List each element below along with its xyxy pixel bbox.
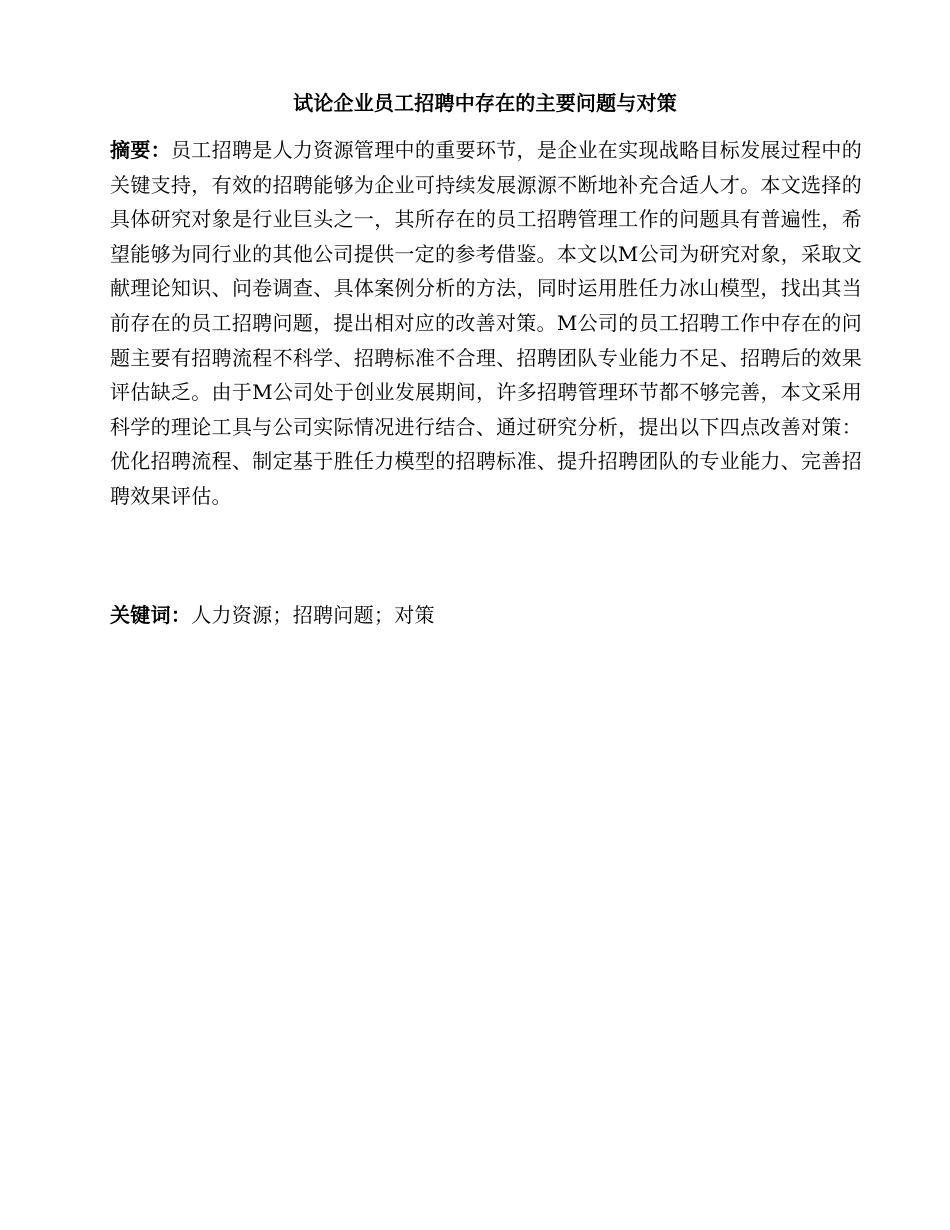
- paper-title: 试论企业员工招聘中存在的主要问题与对策: [293, 91, 677, 115]
- abstract-label: 摘要：: [110, 138, 171, 162]
- keywords-line: [110, 598, 862, 632]
- keywords-text: 人力资源；招聘问题；对策: [191, 603, 435, 627]
- keywords-label: 关键词：: [110, 603, 192, 627]
- abstract-paragraph: [110, 133, 862, 514]
- abstract-text: 员工招聘是人力资源管理中的重要环节，是企业在实现战略目标发展过程中的关键支持，有效的招聘能够为企业可持续发展源源不断地补充合适人才。本文选择的具体研究对象是行业巨头之一，其所存在的员工招聘管理工作的问题具有普遍性，希望能够为同行业的其他公司提供一定的参考借鉴。本文以M公司为研究对象，采取文献理论知识、问卷调查、具体案例分析的方法，同时运用胜任力冰山模型，找出其当前存在的员工招聘问题，提出相对应的改善对策。M公司的员工招聘工作中存在的问题主要有招聘流程不科学、招聘标准不合理、招聘团队专业能力不足、招聘后的效果评估缺乏。由于M公司处于创业发展期间，许多招聘管理环节都不够完善，本文采用科学的理论工具与公司实际情况进行结合、通过研究分析，提出以下四点改善对策：优化招聘流程、制定基于胜任力模型的招聘标准、提升招聘团队的专业能力、完善招聘效果评估。: [110, 138, 862, 508]
